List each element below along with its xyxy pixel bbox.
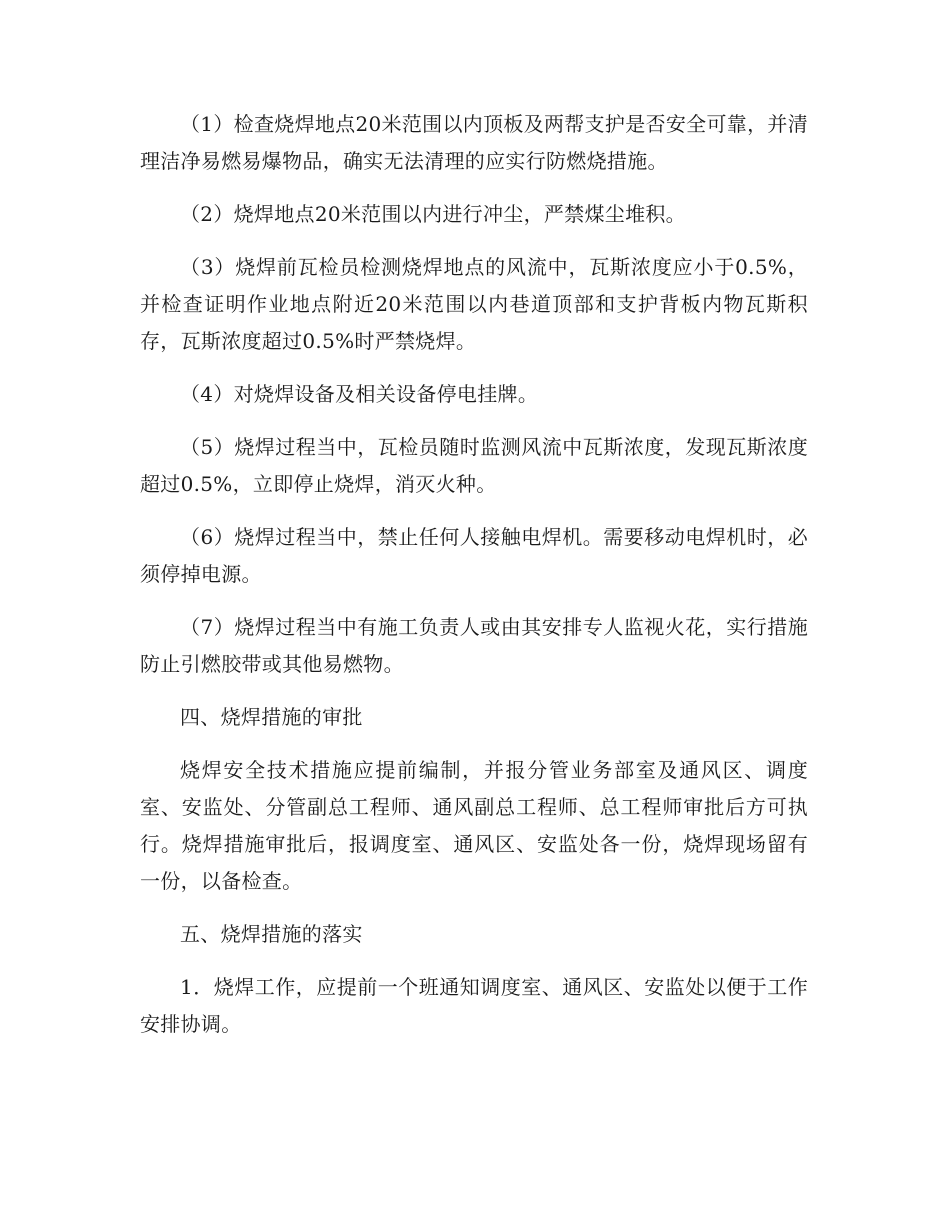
paragraph-item-3: （3）烧焊前瓦检员检测烧焊地点的风流中，瓦斯浓度应小于0.5%，并检查证明作业地点附近20米范围以内巷道顶部和支护背板内物瓦斯积存，瓦斯浓度超过0.5%时严禁烧焊。 bbox=[140, 255, 808, 353]
paragraph-item-4: （4）对烧焊设备及相关设备停电挂牌。 bbox=[180, 382, 539, 406]
paragraph-item-1: （1）检查烧焊地点20米范围以内顶板及两帮支护是否安全可靠，并清理洁净易燃易爆物品，确实无法清理的应实行防燃烧措施。 bbox=[140, 112, 808, 173]
section-item-implementation-1: 1．烧焊工作，应提前一个班通知调度室、通风区、安监处以便于工作安排协调。 bbox=[140, 975, 808, 1036]
section-body-approval: 烧焊安全技术措施应提前编制，并报分管业务部室及通风区、调度室、安监处、分管副总工程师、通风副总工程师、总工程师审批后方可执行。烧焊措施审批后，报调度室、通风区、安监处各一份，烧焊现场留有一份，以备检查。 bbox=[140, 758, 808, 893]
paragraph-item-7: （7）烧焊过程当中有施工负责人或由其安排专人监视火花，实行措施防止引燃胶带或其他易燃物。 bbox=[140, 615, 808, 676]
paragraph-item-6: （6）烧焊过程当中，禁止任何人接触电焊机。需要移动电焊机时，必须停掉电源。 bbox=[140, 525, 808, 586]
section-heading-implementation: 五、烧焊措施的落实 bbox=[180, 922, 363, 946]
section-heading-approval: 四、烧焊措施的审批 bbox=[180, 705, 363, 729]
paragraph-item-5: （5）烧焊过程当中，瓦检员随时监测风流中瓦斯浓度，发现瓦斯浓度超过0.5%，立即停止烧焊，消灭火种。 bbox=[140, 435, 808, 496]
document-body bbox=[140, 106, 808, 1059]
paragraph-item-2: （2）烧焊地点20米范围以内进行冲尘，严禁煤尘堆积。 bbox=[180, 202, 686, 226]
